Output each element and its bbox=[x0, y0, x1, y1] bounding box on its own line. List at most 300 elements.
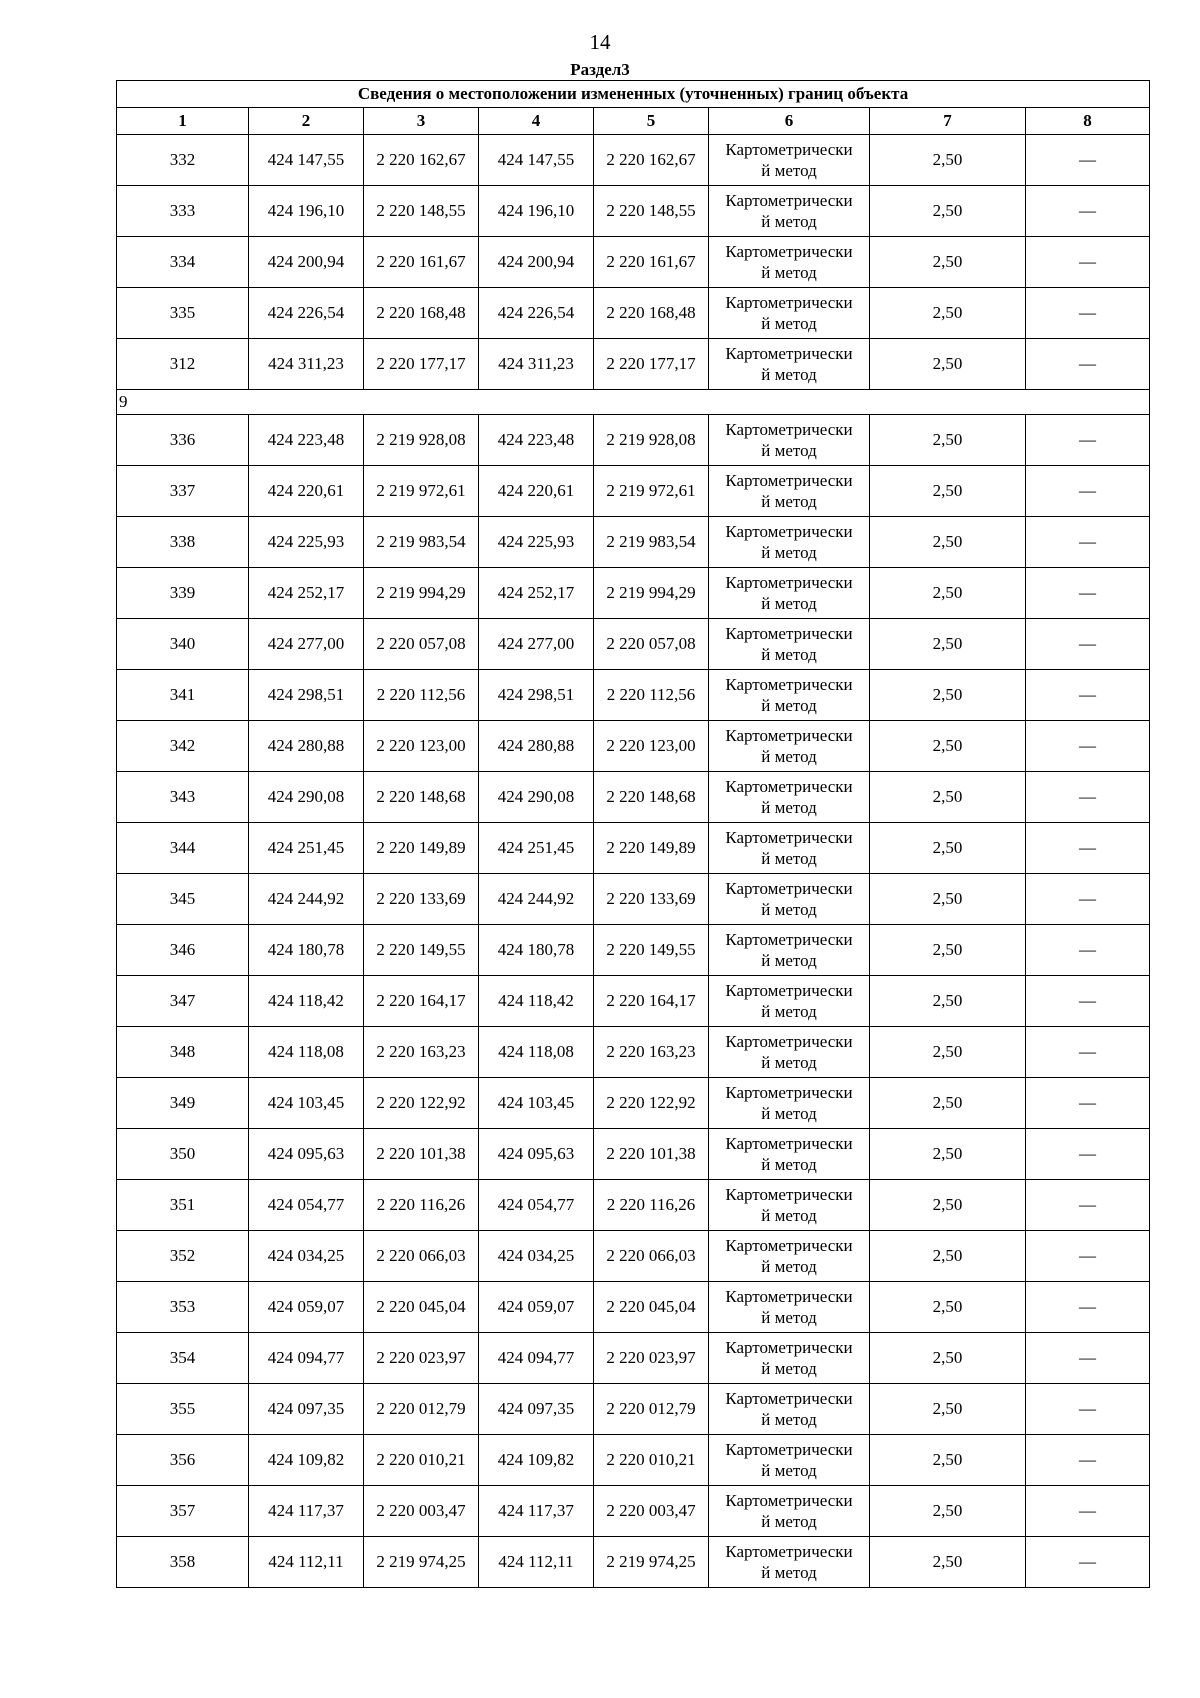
method-line: й метод bbox=[761, 849, 817, 868]
y-coordinate-cell: 2 220 168,48 bbox=[364, 288, 479, 339]
x-coordinate-cell: 424 097,35 bbox=[249, 1384, 364, 1435]
accuracy-cell: 2,50 bbox=[870, 288, 1026, 339]
method-line: й метод bbox=[761, 798, 817, 817]
point-number-cell: 335 bbox=[117, 288, 249, 339]
x-coordinate-cell: 424 280,88 bbox=[479, 721, 594, 772]
point-number-cell: 351 bbox=[117, 1180, 249, 1231]
point-number-cell: 339 bbox=[117, 568, 249, 619]
y-coordinate-cell: 2 220 012,79 bbox=[594, 1384, 709, 1435]
x-coordinate-cell: 424 054,77 bbox=[479, 1180, 594, 1231]
method-line: Картометрически bbox=[725, 140, 853, 159]
y-coordinate-cell: 2 219 974,25 bbox=[364, 1537, 479, 1588]
y-coordinate-cell: 2 220 057,08 bbox=[364, 619, 479, 670]
method-line: й метод bbox=[761, 747, 817, 766]
method-cell bbox=[709, 670, 870, 721]
description-cell: — bbox=[1026, 1129, 1150, 1180]
x-coordinate-cell: 424 311,23 bbox=[479, 339, 594, 390]
y-coordinate-cell: 2 219 983,54 bbox=[594, 517, 709, 568]
y-coordinate-cell: 2 220 066,03 bbox=[364, 1231, 479, 1282]
method-cell bbox=[709, 517, 870, 568]
method-line: й метод bbox=[761, 1461, 817, 1480]
description-cell: — bbox=[1026, 568, 1150, 619]
x-coordinate-cell: 424 109,82 bbox=[249, 1435, 364, 1486]
description-cell: — bbox=[1026, 1435, 1150, 1486]
x-coordinate-cell: 424 097,35 bbox=[479, 1384, 594, 1435]
method-cell bbox=[709, 1486, 870, 1537]
coordinates-table bbox=[116, 80, 1150, 1588]
method-line: й метод bbox=[761, 900, 817, 919]
method-line: Картометрически bbox=[725, 573, 853, 592]
y-coordinate-cell: 2 220 045,04 bbox=[364, 1282, 479, 1333]
method-line: Картометрически bbox=[725, 293, 853, 312]
point-number-cell: 346 bbox=[117, 925, 249, 976]
accuracy-cell: 2,50 bbox=[870, 237, 1026, 288]
table-row bbox=[117, 466, 1150, 517]
accuracy-cell: 2,50 bbox=[870, 823, 1026, 874]
accuracy-cell: 2,50 bbox=[870, 1180, 1026, 1231]
x-coordinate-cell: 424 290,08 bbox=[479, 772, 594, 823]
method-line: й метод bbox=[761, 543, 817, 562]
description-cell: — bbox=[1026, 1486, 1150, 1537]
point-number-cell: 337 bbox=[117, 466, 249, 517]
x-coordinate-cell: 424 225,93 bbox=[479, 517, 594, 568]
y-coordinate-cell: 2 220 163,23 bbox=[594, 1027, 709, 1078]
method-line: Картометрически bbox=[725, 981, 853, 1000]
y-coordinate-cell: 2 220 149,55 bbox=[364, 925, 479, 976]
description-cell: — bbox=[1026, 1384, 1150, 1435]
table-row bbox=[117, 1537, 1150, 1588]
method-line: Картометрически bbox=[725, 930, 853, 949]
point-number-cell: 357 bbox=[117, 1486, 249, 1537]
description-cell: — bbox=[1026, 619, 1150, 670]
table-row bbox=[117, 823, 1150, 874]
point-number-cell: 312 bbox=[117, 339, 249, 390]
method-line: й метод bbox=[761, 441, 817, 460]
x-coordinate-cell: 424 117,37 bbox=[249, 1486, 364, 1537]
description-cell: — bbox=[1026, 288, 1150, 339]
table-row bbox=[117, 1282, 1150, 1333]
accuracy-cell: 2,50 bbox=[870, 1435, 1026, 1486]
method-line: Картометрически bbox=[725, 1236, 853, 1255]
description-cell: — bbox=[1026, 237, 1150, 288]
y-coordinate-cell: 2 220 010,21 bbox=[364, 1435, 479, 1486]
method-line: Картометрически bbox=[725, 675, 853, 694]
point-number-cell: 334 bbox=[117, 237, 249, 288]
method-cell bbox=[709, 186, 870, 237]
y-coordinate-cell: 2 219 972,61 bbox=[364, 466, 479, 517]
accuracy-cell: 2,50 bbox=[870, 135, 1026, 186]
x-coordinate-cell: 424 180,78 bbox=[479, 925, 594, 976]
x-coordinate-cell: 424 223,48 bbox=[479, 415, 594, 466]
table-row bbox=[117, 517, 1150, 568]
point-number-cell: 345 bbox=[117, 874, 249, 925]
y-coordinate-cell: 2 219 928,08 bbox=[364, 415, 479, 466]
y-coordinate-cell: 2 220 149,89 bbox=[364, 823, 479, 874]
x-coordinate-cell: 424 059,07 bbox=[249, 1282, 364, 1333]
column-number: 1 bbox=[117, 108, 249, 135]
table-row bbox=[117, 1384, 1150, 1435]
x-coordinate-cell: 424 244,92 bbox=[249, 874, 364, 925]
method-line: Картометрически bbox=[725, 191, 853, 210]
description-cell: — bbox=[1026, 1333, 1150, 1384]
group-row bbox=[117, 390, 1150, 415]
point-number-cell: 344 bbox=[117, 823, 249, 874]
x-coordinate-cell: 424 034,25 bbox=[479, 1231, 594, 1282]
column-number: 4 bbox=[479, 108, 594, 135]
x-coordinate-cell: 424 103,45 bbox=[249, 1078, 364, 1129]
table-row bbox=[117, 568, 1150, 619]
method-line: й метод bbox=[761, 1512, 817, 1531]
x-coordinate-cell: 424 277,00 bbox=[479, 619, 594, 670]
method-cell bbox=[709, 1333, 870, 1384]
method-line: й метод bbox=[761, 1002, 817, 1021]
method-cell bbox=[709, 619, 870, 670]
x-coordinate-cell: 424 220,61 bbox=[249, 466, 364, 517]
method-line: Картометрически bbox=[725, 420, 853, 439]
table-row bbox=[117, 772, 1150, 823]
y-coordinate-cell: 2 220 023,97 bbox=[364, 1333, 479, 1384]
column-number-row bbox=[117, 108, 1150, 135]
method-line: Картометрически bbox=[725, 1287, 853, 1306]
point-number-cell: 358 bbox=[117, 1537, 249, 1588]
point-number-cell: 354 bbox=[117, 1333, 249, 1384]
x-coordinate-cell: 424 112,11 bbox=[249, 1537, 364, 1588]
method-line: Картометрически bbox=[725, 471, 853, 490]
x-coordinate-cell: 424 251,45 bbox=[249, 823, 364, 874]
method-cell bbox=[709, 925, 870, 976]
y-coordinate-cell: 2 220 148,68 bbox=[594, 772, 709, 823]
description-cell: — bbox=[1026, 1078, 1150, 1129]
method-line: й метод bbox=[761, 1155, 817, 1174]
point-number-cell: 340 bbox=[117, 619, 249, 670]
point-number-cell: 349 bbox=[117, 1078, 249, 1129]
x-coordinate-cell: 424 059,07 bbox=[479, 1282, 594, 1333]
method-line: й метод bbox=[761, 1053, 817, 1072]
x-coordinate-cell: 424 277,00 bbox=[249, 619, 364, 670]
method-cell bbox=[709, 1435, 870, 1486]
x-coordinate-cell: 424 290,08 bbox=[249, 772, 364, 823]
x-coordinate-cell: 424 117,37 bbox=[479, 1486, 594, 1537]
accuracy-cell: 2,50 bbox=[870, 415, 1026, 466]
x-coordinate-cell: 424 118,42 bbox=[479, 976, 594, 1027]
method-cell bbox=[709, 1078, 870, 1129]
description-cell: — bbox=[1026, 1180, 1150, 1231]
description-cell: — bbox=[1026, 1537, 1150, 1588]
table-row bbox=[117, 1486, 1150, 1537]
table-row bbox=[117, 1078, 1150, 1129]
description-cell: — bbox=[1026, 186, 1150, 237]
method-line: Картометрически bbox=[725, 242, 853, 261]
x-coordinate-cell: 424 118,08 bbox=[249, 1027, 364, 1078]
point-number-cell: 352 bbox=[117, 1231, 249, 1282]
y-coordinate-cell: 2 220 123,00 bbox=[594, 721, 709, 772]
page-number: 14 bbox=[589, 30, 611, 54]
accuracy-cell: 2,50 bbox=[870, 517, 1026, 568]
description-cell: — bbox=[1026, 721, 1150, 772]
accuracy-cell: 2,50 bbox=[870, 619, 1026, 670]
accuracy-cell: 2,50 bbox=[870, 186, 1026, 237]
table-caption: Сведения о местоположении измененных (уточненных) границ объекта bbox=[117, 81, 1150, 108]
method-cell bbox=[709, 772, 870, 823]
table-row bbox=[117, 288, 1150, 339]
description-cell: — bbox=[1026, 925, 1150, 976]
x-coordinate-cell: 424 094,77 bbox=[479, 1333, 594, 1384]
point-number-cell: 332 bbox=[117, 135, 249, 186]
accuracy-cell: 2,50 bbox=[870, 568, 1026, 619]
column-number: 6 bbox=[709, 108, 870, 135]
column-number: 7 bbox=[870, 108, 1026, 135]
accuracy-cell: 2,50 bbox=[870, 1027, 1026, 1078]
y-coordinate-cell: 2 220 163,23 bbox=[364, 1027, 479, 1078]
x-coordinate-cell: 424 244,92 bbox=[479, 874, 594, 925]
x-coordinate-cell: 424 252,17 bbox=[249, 568, 364, 619]
method-cell bbox=[709, 721, 870, 772]
method-line: Картометрически bbox=[725, 624, 853, 643]
y-coordinate-cell: 2 220 122,92 bbox=[594, 1078, 709, 1129]
y-coordinate-cell: 2 220 066,03 bbox=[594, 1231, 709, 1282]
method-line: Картометрически bbox=[725, 1032, 853, 1051]
x-coordinate-cell: 424 196,10 bbox=[249, 186, 364, 237]
method-cell bbox=[709, 1537, 870, 1588]
y-coordinate-cell: 2 220 045,04 bbox=[594, 1282, 709, 1333]
method-cell bbox=[709, 466, 870, 517]
accuracy-cell: 2,50 bbox=[870, 1282, 1026, 1333]
y-coordinate-cell: 2 220 101,38 bbox=[594, 1129, 709, 1180]
y-coordinate-cell: 2 220 012,79 bbox=[364, 1384, 479, 1435]
y-coordinate-cell: 2 220 003,47 bbox=[594, 1486, 709, 1537]
y-coordinate-cell: 2 220 162,67 bbox=[364, 135, 479, 186]
x-coordinate-cell: 424 252,17 bbox=[479, 568, 594, 619]
method-line: Картометрически bbox=[725, 1440, 853, 1459]
table-row bbox=[117, 1231, 1150, 1282]
method-line: Картометрически bbox=[725, 1134, 853, 1153]
method-cell bbox=[709, 874, 870, 925]
point-number-cell: 347 bbox=[117, 976, 249, 1027]
x-coordinate-cell: 424 034,25 bbox=[249, 1231, 364, 1282]
table-row bbox=[117, 670, 1150, 721]
accuracy-cell: 2,50 bbox=[870, 976, 1026, 1027]
method-cell bbox=[709, 237, 870, 288]
description-cell: — bbox=[1026, 415, 1150, 466]
method-line: Картометрически bbox=[725, 879, 853, 898]
description-cell: — bbox=[1026, 339, 1150, 390]
method-cell bbox=[709, 976, 870, 1027]
y-coordinate-cell: 2 220 177,17 bbox=[364, 339, 479, 390]
x-coordinate-cell: 424 118,42 bbox=[249, 976, 364, 1027]
y-coordinate-cell: 2 220 003,47 bbox=[364, 1486, 479, 1537]
y-coordinate-cell: 2 220 161,67 bbox=[594, 237, 709, 288]
y-coordinate-cell: 2 220 116,26 bbox=[364, 1180, 479, 1231]
method-line: Картометрически bbox=[725, 1185, 853, 1204]
method-line: й метод bbox=[761, 1359, 817, 1378]
description-cell: — bbox=[1026, 772, 1150, 823]
method-line: Картометрически bbox=[725, 1542, 853, 1561]
x-coordinate-cell: 424 094,77 bbox=[249, 1333, 364, 1384]
x-coordinate-cell: 424 095,63 bbox=[249, 1129, 364, 1180]
description-cell: — bbox=[1026, 874, 1150, 925]
x-coordinate-cell: 424 118,08 bbox=[479, 1027, 594, 1078]
description-cell: — bbox=[1026, 517, 1150, 568]
y-coordinate-cell: 2 220 122,92 bbox=[364, 1078, 479, 1129]
point-number-cell: 348 bbox=[117, 1027, 249, 1078]
method-cell bbox=[709, 1384, 870, 1435]
table-row bbox=[117, 1180, 1150, 1231]
table-row bbox=[117, 1129, 1150, 1180]
x-coordinate-cell: 424 223,48 bbox=[249, 415, 364, 466]
accuracy-cell: 2,50 bbox=[870, 1333, 1026, 1384]
table-row bbox=[117, 1027, 1150, 1078]
point-number-cell: 356 bbox=[117, 1435, 249, 1486]
description-cell: — bbox=[1026, 135, 1150, 186]
y-coordinate-cell: 2 220 164,17 bbox=[594, 976, 709, 1027]
point-number-cell: 343 bbox=[117, 772, 249, 823]
accuracy-cell: 2,50 bbox=[870, 721, 1026, 772]
table-row bbox=[117, 339, 1150, 390]
method-line: й метод bbox=[761, 1206, 817, 1225]
y-coordinate-cell: 2 220 148,68 bbox=[364, 772, 479, 823]
x-coordinate-cell: 424 226,54 bbox=[479, 288, 594, 339]
method-line: Картометрически bbox=[725, 1338, 853, 1357]
table-caption-row bbox=[117, 81, 1150, 108]
method-line: й метод bbox=[761, 1257, 817, 1276]
point-number-cell: 333 bbox=[117, 186, 249, 237]
method-cell bbox=[709, 339, 870, 390]
x-coordinate-cell: 424 147,55 bbox=[249, 135, 364, 186]
column-number: 5 bbox=[594, 108, 709, 135]
table-row bbox=[117, 415, 1150, 466]
accuracy-cell: 2,50 bbox=[870, 1129, 1026, 1180]
column-number: 8 bbox=[1026, 108, 1150, 135]
column-number: 3 bbox=[364, 108, 479, 135]
method-line: Картометрически bbox=[725, 726, 853, 745]
accuracy-cell: 2,50 bbox=[870, 874, 1026, 925]
accuracy-cell: 2,50 bbox=[870, 1537, 1026, 1588]
table-row bbox=[117, 619, 1150, 670]
y-coordinate-cell: 2 220 162,67 bbox=[594, 135, 709, 186]
y-coordinate-cell: 2 220 148,55 bbox=[594, 186, 709, 237]
method-line: й метод bbox=[761, 365, 817, 384]
method-line: й метод bbox=[761, 594, 817, 613]
accuracy-cell: 2,50 bbox=[870, 925, 1026, 976]
accuracy-cell: 2,50 bbox=[870, 1486, 1026, 1537]
point-number-cell: 338 bbox=[117, 517, 249, 568]
y-coordinate-cell: 2 220 010,21 bbox=[594, 1435, 709, 1486]
method-cell bbox=[709, 135, 870, 186]
x-coordinate-cell: 424 147,55 bbox=[479, 135, 594, 186]
x-coordinate-cell: 424 095,63 bbox=[479, 1129, 594, 1180]
x-coordinate-cell: 424 280,88 bbox=[249, 721, 364, 772]
table-row bbox=[117, 976, 1150, 1027]
table-row bbox=[117, 925, 1150, 976]
method-line: й метод bbox=[761, 1104, 817, 1123]
method-line: й метод bbox=[761, 212, 817, 231]
point-number-cell: 341 bbox=[117, 670, 249, 721]
description-cell: — bbox=[1026, 823, 1150, 874]
method-line: й метод bbox=[761, 1410, 817, 1429]
y-coordinate-cell: 2 220 149,55 bbox=[594, 925, 709, 976]
description-cell: — bbox=[1026, 1282, 1150, 1333]
y-coordinate-cell: 2 220 112,56 bbox=[364, 670, 479, 721]
accuracy-cell: 2,50 bbox=[870, 339, 1026, 390]
accuracy-cell: 2,50 bbox=[870, 1384, 1026, 1435]
accuracy-cell: 2,50 bbox=[870, 466, 1026, 517]
x-coordinate-cell: 424 112,11 bbox=[479, 1537, 594, 1588]
method-line: Картометрически bbox=[725, 1083, 853, 1102]
accuracy-cell: 2,50 bbox=[870, 772, 1026, 823]
description-cell: — bbox=[1026, 1231, 1150, 1282]
method-cell bbox=[709, 1027, 870, 1078]
y-coordinate-cell: 2 220 116,26 bbox=[594, 1180, 709, 1231]
x-coordinate-cell: 424 226,54 bbox=[249, 288, 364, 339]
accuracy-cell: 2,50 bbox=[870, 1231, 1026, 1282]
method-cell bbox=[709, 1231, 870, 1282]
column-number: 2 bbox=[249, 108, 364, 135]
y-coordinate-cell: 2 220 123,00 bbox=[364, 721, 479, 772]
y-coordinate-cell: 2 220 057,08 bbox=[594, 619, 709, 670]
y-coordinate-cell: 2 220 112,56 bbox=[594, 670, 709, 721]
method-line: Картометрически bbox=[725, 777, 853, 796]
y-coordinate-cell: 2 220 149,89 bbox=[594, 823, 709, 874]
x-coordinate-cell: 424 103,45 bbox=[479, 1078, 594, 1129]
table-row bbox=[117, 237, 1150, 288]
y-coordinate-cell: 2 220 164,17 bbox=[364, 976, 479, 1027]
point-number-cell: 350 bbox=[117, 1129, 249, 1180]
x-coordinate-cell: 424 109,82 bbox=[479, 1435, 594, 1486]
x-coordinate-cell: 424 180,78 bbox=[249, 925, 364, 976]
method-line: й метод bbox=[761, 263, 817, 282]
method-cell bbox=[709, 568, 870, 619]
y-coordinate-cell: 2 219 972,61 bbox=[594, 466, 709, 517]
method-line: й метод bbox=[761, 1308, 817, 1327]
y-coordinate-cell: 2 220 168,48 bbox=[594, 288, 709, 339]
method-cell bbox=[709, 1282, 870, 1333]
x-coordinate-cell: 424 298,51 bbox=[249, 670, 364, 721]
method-cell bbox=[709, 288, 870, 339]
x-coordinate-cell: 424 220,61 bbox=[479, 466, 594, 517]
method-cell bbox=[709, 823, 870, 874]
y-coordinate-cell: 2 220 148,55 bbox=[364, 186, 479, 237]
method-line: Картометрически bbox=[725, 1389, 853, 1408]
method-line: Картометрически bbox=[725, 1491, 853, 1510]
method-cell bbox=[709, 1129, 870, 1180]
y-coordinate-cell: 2 220 023,97 bbox=[594, 1333, 709, 1384]
x-coordinate-cell: 424 311,23 bbox=[249, 339, 364, 390]
y-coordinate-cell: 2 219 994,29 bbox=[594, 568, 709, 619]
x-coordinate-cell: 424 054,77 bbox=[249, 1180, 364, 1231]
method-line: й метод bbox=[761, 645, 817, 664]
x-coordinate-cell: 424 225,93 bbox=[249, 517, 364, 568]
group-label: 9 bbox=[117, 390, 1150, 415]
y-coordinate-cell: 2 219 983,54 bbox=[364, 517, 479, 568]
point-number-cell: 336 bbox=[117, 415, 249, 466]
table-row bbox=[117, 186, 1150, 237]
point-number-cell: 353 bbox=[117, 1282, 249, 1333]
y-coordinate-cell: 2 219 928,08 bbox=[594, 415, 709, 466]
description-cell: — bbox=[1026, 976, 1150, 1027]
y-coordinate-cell: 2 220 133,69 bbox=[364, 874, 479, 925]
method-cell bbox=[709, 1180, 870, 1231]
y-coordinate-cell: 2 219 994,29 bbox=[364, 568, 479, 619]
y-coordinate-cell: 2 220 161,67 bbox=[364, 237, 479, 288]
description-cell: — bbox=[1026, 670, 1150, 721]
table-row bbox=[117, 721, 1150, 772]
point-number-cell: 355 bbox=[117, 1384, 249, 1435]
accuracy-cell: 2,50 bbox=[870, 1078, 1026, 1129]
table-row bbox=[117, 874, 1150, 925]
method-line: й метод bbox=[761, 161, 817, 180]
method-line: Картометрически bbox=[725, 828, 853, 847]
x-coordinate-cell: 424 196,10 bbox=[479, 186, 594, 237]
